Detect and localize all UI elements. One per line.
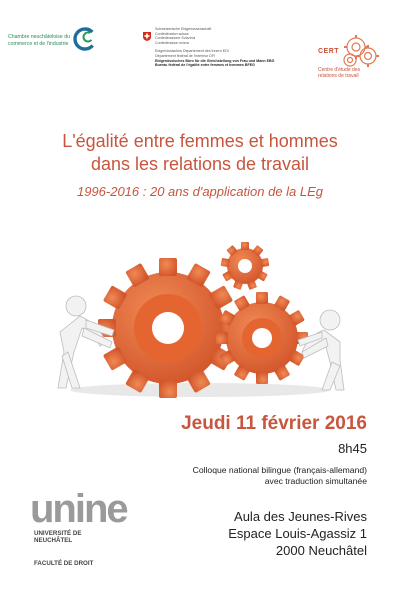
confederation-block xyxy=(155,27,305,68)
venue-line1: Aula des Jeunes-Rives xyxy=(234,509,367,524)
event-title xyxy=(0,130,400,176)
university-line2: NEUCHÂTEL xyxy=(34,537,73,545)
cnci-name xyxy=(8,34,70,47)
venue-line3: 2000 Neuchâtel xyxy=(275,543,367,558)
faculty-name: FACULTÉ DE DROIT xyxy=(34,560,94,567)
event-description-line1: Colloque national bilingue (français-allemand) xyxy=(192,465,367,475)
venue-line2: Espace Louis-Agassiz 1 xyxy=(228,526,367,541)
unine-logo xyxy=(28,488,148,528)
medium-gear-icon xyxy=(216,292,308,384)
university-name xyxy=(34,530,81,545)
event-title-line1: L'égalité entre femmes et hommes xyxy=(62,131,338,151)
cnci-name-line2: commerce et de l'industrie xyxy=(8,40,69,47)
event-title-line2: dans les relations de travail xyxy=(90,154,310,174)
event-description xyxy=(107,465,367,486)
confederation-line: Confederaziun svizra xyxy=(155,40,189,45)
cert-acronym: CERT xyxy=(318,48,340,55)
event-description-line2: avec traduction simultanée xyxy=(264,475,367,486)
office-line: Eidgenössisches Büro für die Gleichstellung von Frau und Mann EBG xyxy=(155,58,275,63)
office-line: Bureau fédéral de l'égalité entre femmes et hommes BFEG xyxy=(155,63,255,68)
department-line: Eidgenössisches Departement des Innern EDI xyxy=(155,49,229,54)
event-time: 8h45 xyxy=(338,441,367,456)
cnci-name-line1: Chambre neuchâteloise du xyxy=(8,34,71,40)
event-venue xyxy=(228,508,367,559)
confederation-line: Confederazione Svizzera xyxy=(155,36,196,41)
event-date: Jeudi 11 février 2016 xyxy=(181,413,367,434)
confederation-line: Schweizerische Eidgenossenschaft xyxy=(155,27,212,31)
right-figure-icon xyxy=(298,310,344,390)
event-subtitle: 1996-2016 : 20 ans d'application de la LEg xyxy=(76,184,324,199)
left-figure-icon xyxy=(58,296,114,388)
swiss-flag-icon xyxy=(143,28,151,37)
unine-logo-text: unine xyxy=(30,488,127,528)
cert-name: Centre d'étude des relations de travail xyxy=(318,67,361,79)
confederation-line: Confédération suisse xyxy=(155,31,189,36)
large-gear-icon xyxy=(98,258,238,398)
cnci-logo xyxy=(72,26,98,52)
department-line: Département fédéral de l'intérieur DFI xyxy=(155,53,216,58)
university-line1: UNIVERSITÉ DE xyxy=(34,530,82,537)
gears-with-figures-icon xyxy=(40,232,360,400)
small-gear-icon xyxy=(221,242,270,290)
